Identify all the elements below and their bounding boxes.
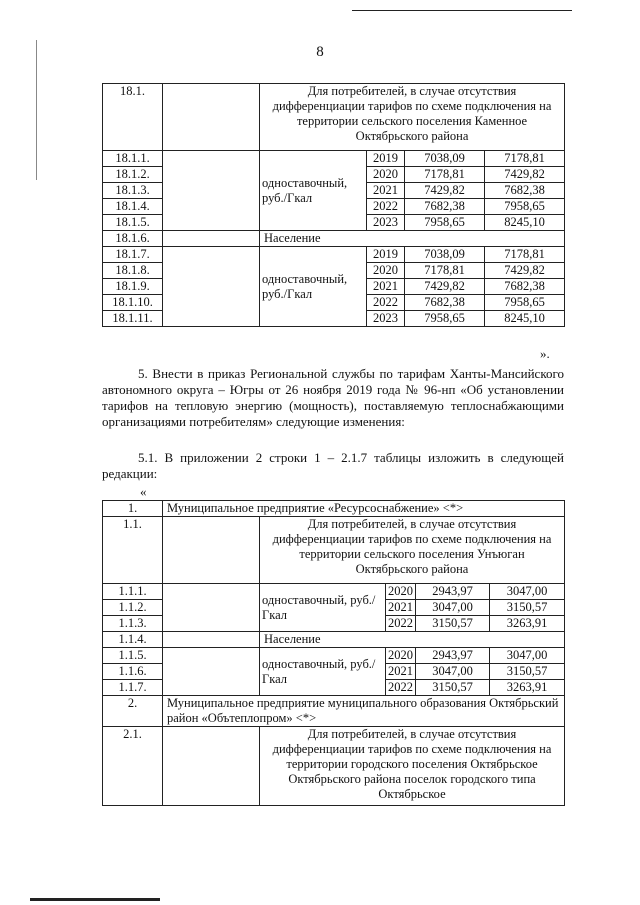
empty-cell (163, 648, 260, 696)
tariff-value-h1: 3150,57 (416, 616, 490, 632)
tariff-type: одноставочный, руб./Гкал (260, 247, 367, 327)
tariff-value-h2: 3150,57 (490, 600, 565, 616)
tariff-type: одноставочный, руб./Гкал (260, 648, 386, 696)
row-number: 18.1.9. (103, 279, 163, 295)
tariff-value-h2: 7429,82 (485, 167, 565, 183)
tariff-value-h2: 8245,10 (485, 215, 565, 231)
row-number: 18.1.6. (103, 231, 163, 247)
table-row (103, 648, 565, 664)
tariff-value-h1: 7038,09 (405, 151, 485, 167)
row-number: 1.1.6. (103, 664, 163, 680)
tariff-value-h2: 3047,00 (490, 648, 565, 664)
year-cell: 2019 (367, 247, 405, 263)
tariff-table-resource (102, 500, 565, 806)
table-row (103, 151, 565, 167)
empty-cell (163, 517, 260, 584)
tariff-value-h1: 7958,65 (405, 215, 485, 231)
population-label: Население (260, 231, 565, 247)
tariff-table-kamennoe (102, 83, 565, 327)
tariff-value-h1: 2943,97 (416, 584, 490, 600)
year-cell: 2023 (367, 215, 405, 231)
scan-artifact-bottom (30, 898, 160, 901)
row-number: 18.1.11. (103, 311, 163, 327)
tariff-value-h1: 3047,00 (416, 600, 490, 616)
row-number: 1.1.7. (103, 680, 163, 696)
section-title: Для потребителей, в случае отсутствия дифференциации тарифов по схеме подключения на территории городского поселения Октябрьское Октябрьского района поселок городского типа Октябрьское (260, 727, 565, 806)
row-number: 18.1.10. (103, 295, 163, 311)
tariff-value-h1: 7178,81 (405, 167, 485, 183)
table-row (103, 231, 565, 247)
year-cell: 2021 (367, 279, 405, 295)
table-row (103, 727, 565, 806)
tariff-value-h1: 7682,38 (405, 199, 485, 215)
tariff-type: одноставочный, руб./Гкал (260, 151, 367, 231)
year-cell: 2021 (367, 183, 405, 199)
row-number: 1.1.4. (103, 632, 163, 648)
row-number: 1.1.3. (103, 616, 163, 632)
section-title: Для потребителей, в случае отсутствия дифференциации тарифов по схеме подключения на территории сельского поселения Унъюган Октябрьского района (260, 517, 565, 584)
population-label: Население (260, 632, 565, 648)
table-row (103, 501, 565, 517)
tariff-value-h1: 7429,82 (405, 279, 485, 295)
empty-cell (163, 151, 260, 231)
tariff-value-h1: 7958,65 (405, 311, 485, 327)
tariff-value-h2: 7178,81 (485, 151, 565, 167)
row-number: 2.1. (103, 727, 163, 806)
tariff-value-h2: 7178,81 (485, 247, 565, 263)
tariff-value-h1: 2943,97 (416, 648, 490, 664)
tariff-value-h1: 7429,82 (405, 183, 485, 199)
tariff-type: одноставочный, руб./Гкал (260, 584, 386, 632)
row-number: 18.1.3. (103, 183, 163, 199)
paragraph-5: 5. Внести в приказ Региональной службы по тарифам Ханты-Мансийского автономного округа – Югры от 26 ноября 2019 года № 96-нп «Об установлении тарифов на тепловую энергию (мощность), поставляемую теплоснабжающими организациями потребителям» следующие изменения: (102, 366, 564, 429)
empty-cell (163, 632, 260, 648)
tariff-value-h1: 3150,57 (416, 680, 490, 696)
scan-artifact-left (36, 40, 37, 180)
empty-cell (163, 247, 260, 327)
table-row (103, 517, 565, 584)
row-number: 1.1.2. (103, 600, 163, 616)
row-number: 18.1.5. (103, 215, 163, 231)
tariff-value-h2: 8245,10 (485, 311, 565, 327)
empty-cell (163, 231, 260, 247)
row-number: 18.1.8. (103, 263, 163, 279)
section-title: Для потребителей, в случае отсутствия дифференциации тарифов по схеме подключения на территории сельского поселения Каменное Октябрьского района (260, 84, 565, 151)
row-number: 2. (103, 696, 163, 727)
empty-cell (163, 727, 260, 806)
tariff-value-h1: 7178,81 (405, 263, 485, 279)
year-cell: 2022 (367, 199, 405, 215)
row-number: 18.1.2. (103, 167, 163, 183)
row-number: 1.1.1. (103, 584, 163, 600)
year-cell: 2021 (386, 664, 416, 680)
tariff-value-h2: 3047,00 (490, 584, 565, 600)
year-cell: 2020 (367, 263, 405, 279)
tariff-value-h2: 7429,82 (485, 263, 565, 279)
table-row (103, 84, 565, 151)
tariff-value-h1: 3047,00 (416, 664, 490, 680)
tariff-value-h2: 7682,38 (485, 183, 565, 199)
closing-quote: ». (540, 346, 550, 361)
row-number: 18.1.7. (103, 247, 163, 263)
year-cell: 2022 (367, 295, 405, 311)
year-cell: 2020 (386, 584, 416, 600)
tariff-value-h2: 3263,91 (490, 680, 565, 696)
row-number: 18.1. (103, 84, 163, 151)
table-row (103, 632, 565, 648)
scan-artifact-top (352, 10, 572, 11)
organization-name: Муниципальное предприятие «Ресурсоснабжение» <*> (163, 501, 565, 517)
empty-cell (163, 84, 260, 151)
year-cell: 2021 (386, 600, 416, 616)
row-number: 1. (103, 501, 163, 517)
tariff-value-h1: 7682,38 (405, 295, 485, 311)
row-number: 1.1.5. (103, 648, 163, 664)
year-cell: 2022 (386, 680, 416, 696)
year-cell: 2020 (386, 648, 416, 664)
tariff-value-h2: 7682,38 (485, 279, 565, 295)
year-cell: 2023 (367, 311, 405, 327)
page-number: 8 (316, 44, 324, 60)
year-cell: 2022 (386, 616, 416, 632)
tariff-value-h2: 3150,57 (490, 664, 565, 680)
year-cell: 2020 (367, 167, 405, 183)
tariff-value-h1: 7038,09 (405, 247, 485, 263)
row-number: 1.1. (103, 517, 163, 584)
table-row (103, 584, 565, 600)
tariff-value-h2: 7958,65 (485, 295, 565, 311)
table-row (103, 696, 565, 727)
tariff-value-h2: 3263,91 (490, 616, 565, 632)
year-cell: 2019 (367, 151, 405, 167)
organization-name: Муниципальное предприятие муниципального образования Октябрьский район «Обътеплопром» <*> (163, 696, 565, 727)
opening-quote: « (140, 484, 147, 499)
row-number: 18.1.1. (103, 151, 163, 167)
table-row (103, 247, 565, 263)
empty-cell (163, 584, 260, 632)
paragraph-5-1: 5.1. В приложении 2 строки 1 – 2.1.7 таблицы изложить в следующей редакции: (102, 450, 564, 481)
tariff-value-h2: 7958,65 (485, 199, 565, 215)
row-number: 18.1.4. (103, 199, 163, 215)
